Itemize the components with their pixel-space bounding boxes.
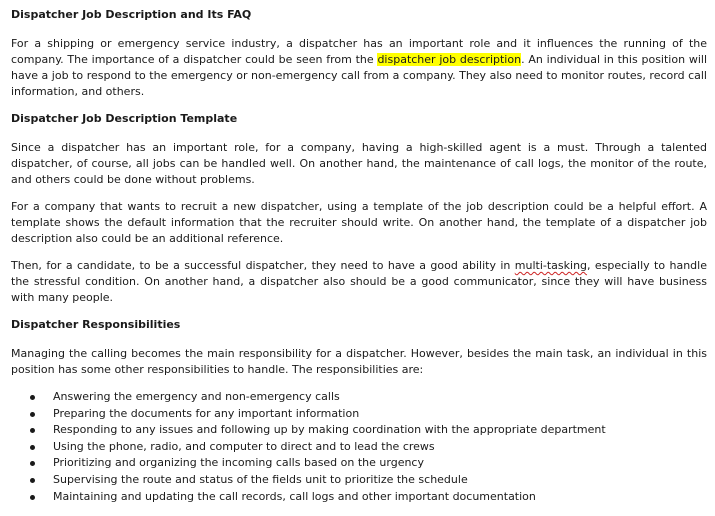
highlighted-phrase: dispatcher job description: [377, 53, 522, 66]
paragraph-recruit: For a company that wants to recruit a new dispatcher, using a template of the job description could be a helpful effort. A template shows the default information that the recruiter should write. On another hand, the template of a dispatcher job description also could be an additional reference.: [11, 200, 707, 245]
bullet-icon: [30, 395, 35, 400]
bullet-icon: [30, 428, 35, 433]
paragraph-intro-text-before: For a shipping or emergency service industry, a dispatcher has an important role and it influences the running of the company. The importance of a dispatcher could be seen from the: [11, 37, 707, 66]
paragraph-role: Since a dispatcher has an important role, for a company, having a high-skilled agent is a must. Through a talented dispatcher, of course, all jobs can be handled well. On another hand, the maintenance of call logs, the monitor of the route, and others could be done without problems.: [11, 141, 707, 186]
list-item: [11, 389, 707, 406]
list-item-text: Prioritizing and organizing the incoming calls based on the urgency: [53, 456, 424, 470]
list-item: [11, 489, 707, 506]
list-item-text: Supervising the route and status of the fields unit to prioritize the schedule: [53, 472, 468, 486]
spellcheck-flagged-word: multi-tasking: [514, 259, 588, 272]
list-item: [11, 406, 707, 423]
list-item-text: Preparing the documents for any important information: [53, 406, 360, 420]
heading-responsibilities: Dispatcher Responsibilities: [11, 318, 181, 331]
paragraph-intro-text-after: . An individual in this position will have a job to respond to the emergency or non-emergency call from a company. They also need to monitor routes, record call information, and others.: [11, 53, 707, 98]
list-item-text: Responding to any issues and following up by making coordination with the appropriate department: [53, 423, 606, 437]
list-item: [11, 439, 707, 456]
bullet-icon: [30, 478, 35, 483]
list-item-text: Using the phone, radio, and computer to direct and to lead the crews: [53, 439, 435, 453]
paragraph-intro: [11, 36, 707, 100]
paragraph-candidate: [11, 258, 707, 306]
responsibilities-list: [11, 389, 707, 505]
heading-faq: Dispatcher Job Description and Its FAQ: [11, 8, 252, 21]
list-item-text: Answering the emergency and non-emergency calls: [53, 390, 340, 403]
paragraph-candidate-text-before: Then, for a candidate, to be a successful dispatcher, they need to have a good ability in: [11, 259, 515, 272]
bullet-icon: [30, 445, 35, 450]
bullet-icon: [30, 495, 35, 500]
list-item: [11, 422, 707, 439]
list-item: [11, 455, 707, 472]
list-item: [11, 472, 707, 489]
list-item-text: Maintaining and updating the call records, call logs and other important documentation: [53, 489, 536, 503]
responsibilities-list-wrapper: [11, 389, 707, 505]
bullet-icon: [30, 461, 35, 466]
heading-template: Dispatcher Job Description Template: [11, 112, 238, 125]
paragraph-responsibilities-intro: Managing the calling becomes the main responsibility for a dispatcher. However, besides the main task, an individual in this position has some other responsibilities to handle. The responsibilities are:: [11, 347, 707, 376]
bullet-icon: [30, 412, 35, 417]
paragraph-candidate-text-after: , especially to handle the stressful condition. On another hand, a dispatcher also should be a good communicator, since they will have business with many people.: [11, 259, 707, 304]
